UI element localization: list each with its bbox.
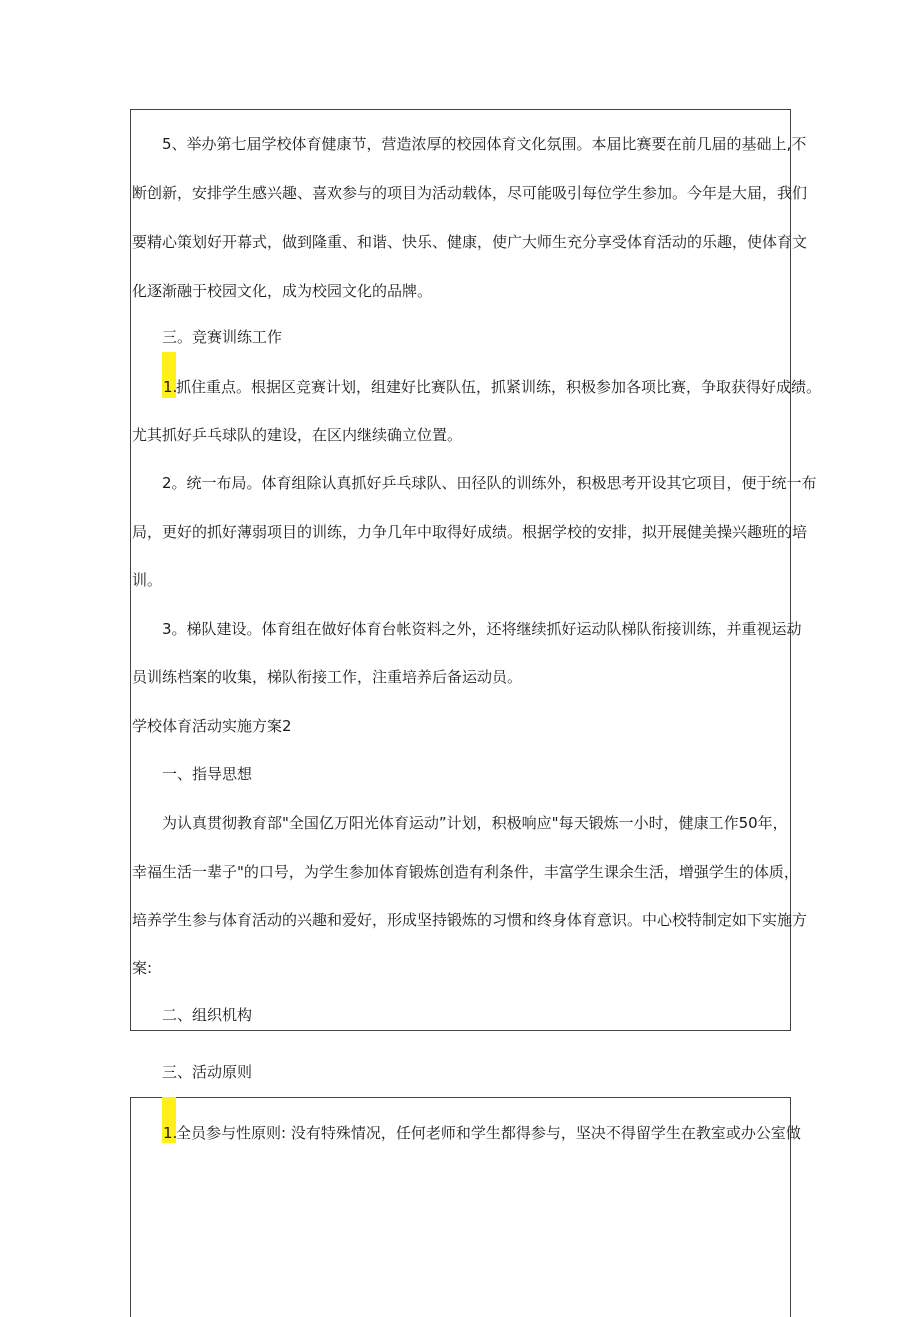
paragraph-line: 局，更好的抓好薄弱项目的训练，力争几年中取得好成绩。根据学校的安排，拟开展健美操兴趣班的培 [132, 523, 808, 541]
paragraph-line: 2。统一布局。体育组除认真抓好乒乓球队、田径队的训练外，积极思考开设其它项目，便于统一布 [162, 474, 817, 492]
list-item-number: 1. [163, 378, 178, 396]
document-title: 学校体育活动实施方案2 [132, 717, 292, 735]
paragraph-line: 全员参与性原则: 没有特殊情况，任何老师和学生都得参与，坚决不得留学生在教室或办公室做 [176, 1124, 801, 1142]
paragraph-line: 培养学生参与体育活动的兴趣和爱好，形成坚持锻炼的习惯和终身体育意识。中心校特制定如下实施方 [132, 911, 808, 929]
paragraph-line: 员训练档案的收集，梯队衔接工作，注重培养后备运动员。 [132, 668, 523, 686]
section-heading: 三。竞赛训练工作 [162, 328, 283, 346]
paragraph-line: 案: [132, 959, 153, 977]
paragraph-line: 化逐渐融于校园文化，成为校园文化的品牌。 [132, 282, 433, 300]
list-item-number: 1. [163, 1124, 178, 1142]
paragraph-line: 断创新，安排学生感兴趣、喜欢参与的项目为活动载体，尽可能吸引每位学生参加。今年是大届，我们 [132, 184, 808, 202]
paragraph-line: 要精心策划好开幕式，做到隆重、和谐、快乐、健康，使广大师生充分享受体育活动的乐趣，使体育文 [132, 233, 808, 251]
paragraph-line: 3。梯队建设。体育组在做好体育台帐资料之外，还将继续抓好运动队梯队衔接训练，并重视运动 [162, 620, 802, 638]
section-heading: 二、组织机构 [162, 1006, 253, 1024]
paragraph-line: 幸福生活一辈子"的口号，为学生参加体育锻炼创造有利条件，丰富学生课余生活，增强学生的体质， [132, 863, 799, 881]
paragraph-line: 尤其抓好乒乓球队的建设，在区内继续确立位置。 [132, 426, 463, 444]
paragraph-line: 5、举办第七届学校体育健康节，营造浓厚的校园体育文化氛围。本届比赛要在前几届的基础上,不 [162, 135, 807, 153]
paragraph-line: 训。 [132, 571, 163, 589]
section-heading: 三、活动原则 [162, 1063, 253, 1081]
paragraph-line: 抓住重点。根据区竞赛计划，组建好比赛队伍，抓紧训练，积极参加各项比赛，争取获得好成绩。 [176, 378, 822, 396]
section-heading: 一、指导思想 [162, 765, 253, 783]
paragraph-line: 为认真贯彻教育部"全国亿万阳光体育运动”计划，积极响应"每天锻炼一小时，健康工作50年， [162, 814, 788, 832]
